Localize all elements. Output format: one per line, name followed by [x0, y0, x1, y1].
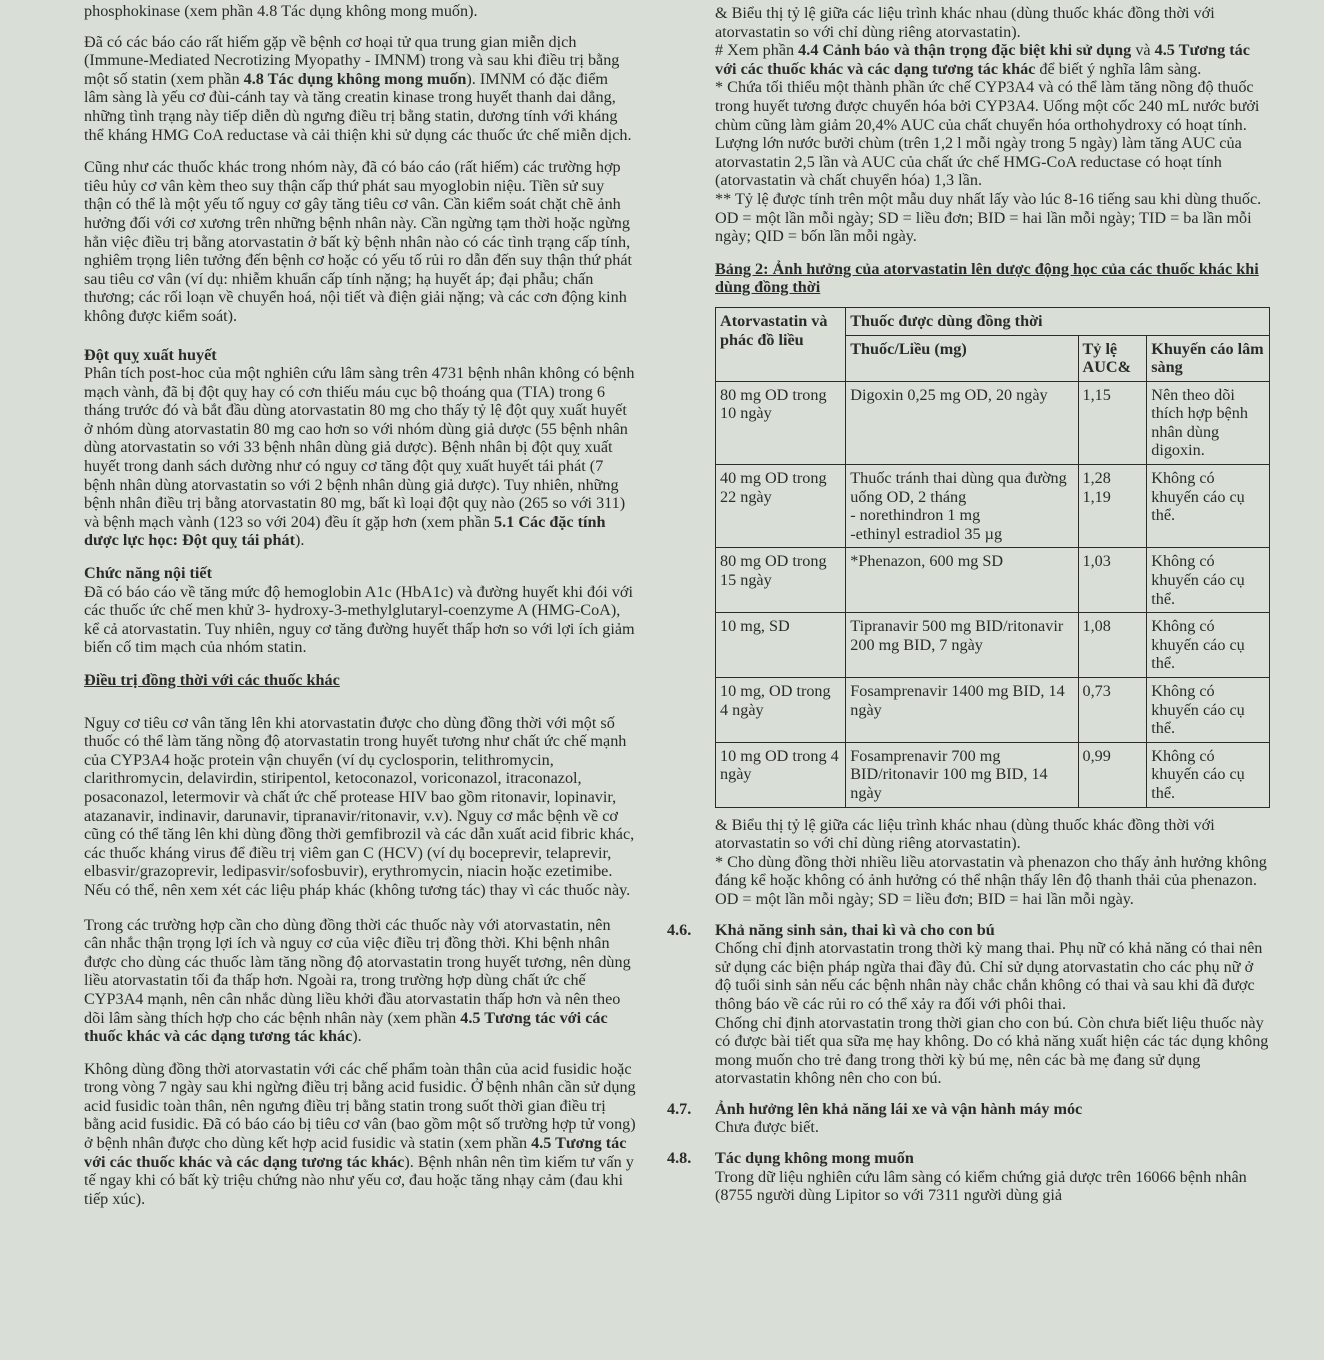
section-title: Tác dụng không mong muốn: [715, 1149, 914, 1168]
footnote-hash: # Xem phần 4.4 Cảnh báo và thận trọng đặc biệt khi sử dụng và 4.5 Tương tác với các thuốc khác và các dạng tương tác khác để biết ý nghĩa lâm sàng.: [715, 41, 1250, 78]
heading-hemorrhagic-stroke: Đột quỵ xuất huyết: [84, 345, 217, 364]
section-title: Ảnh hưởng lên khả năng lái xe và vận hành máy móc: [715, 1099, 1083, 1118]
cell-drug-dose: Fosamprenavir 1400 mg BID, 14 ngày: [846, 678, 1078, 743]
paragraph-concomitant-dose: Trong các trường hợp cần cho dùng đồng thời các thuốc này với atorvastatin, nên cân nhắc thận trọng lợi ích và nguy cơ của việc điều trị đồng thời. Khi bệnh nhân được cho dùng các thuốc làm tăng nồng độ atorvastatin trong huyết tương, nên dùng liều atorvastatin tối đa thấp hơn. Ngoài ra, trong trường hợp dùng chất ức chế CYP3A4 mạnh, nên cân nhắc dùng liều khởi đầu atorvastatin thấp hơn và nên theo dõi lâm sàng thích hợp cho các bệnh nhân này (xem phần 4.5 Tương tác với các thuốc khác và các dạng tương tác khác).: [84, 915, 631, 1046]
footnote-star: * Chứa tối thiểu một thành phần ức chế CYP3A4 và có thể làm tăng nồng độ thuốc trong huyết tương được chuyển hóa bởi CYP3A4. Uống một cốc 240 mL nước bưởi chùm cũng làm giảm 20,4% AUC của chất chuyển hóa orthohydroxy có hoạt tính. Lượng lớn nước bưởi chùm (trên 1,2 l mỗi ngày trong 5 ngày) làm tăng AUC của atorvastatin 2,5 lần và AUC của chất ức chế HMG-CoA reductase có hoạt tính (atorvastatin và chất chuyển hóa) 1,3 lần.: [715, 78, 1260, 190]
xref-4-5-a: 4.5 Tương tác với các thuốc khác và các dạng tương tác khác: [84, 1008, 608, 1046]
header-recommendation: Khuyến cáo lâm sàng: [1147, 335, 1270, 381]
cell-auc-ratio: 0,73: [1078, 678, 1147, 743]
section-paragraph: Chống chỉ định atorvastatin trong thời gian cho con bú. Còn chưa biết liệu thuốc này có được bài tiết qua sữa mẹ hay không. Do có khả năng xuất hiện các tác dụng không mong muốn cho trẻ đang trong thời kỳ bú mẹ, nên các bà mẹ đang sử dụng atorvastatin không nên cho con bú.: [715, 1013, 1269, 1088]
cell-drug-dose: Thuốc tránh thai dùng qua đường uống OD, 2 tháng - norethindron 1 mg -ethinyl estradiol 35 µg: [846, 465, 1078, 548]
cell-regimen: 80 mg OD trong 10 ngày: [716, 381, 846, 464]
cell-recommendation: Không có khuyến cáo cụ thể.: [1147, 613, 1270, 678]
paragraph-stroke: Phân tích post-hoc của một nghiên cứu lâm sàng trên 4731 bệnh nhân không có bệnh mạch vành, đã bị đột quỵ hay có cơn thiếu máu cục bộ thoáng qua (TIA) trong 6 tháng trước đó và bắt đầu dùng atorvastatin 80 mg cho thấy tỷ lệ đột quỵ xuất huyết ở nhóm dùng atorvastatin 80 mg cao hơn so với nhóm dùng giả dược (55 bệnh nhân dùng atorvastatin so với 33 bệnh nhân dùng giả dược). Bệnh nhân bị đột quỵ xuất huyết trong danh sách dường như có nguy cơ tăng đột quỵ xuất huyết tái phát (7 bệnh nhân dùng atorvastatin so với 2 bệnh nhân dùng giả dược). Tuy nhiên, những bệnh nhân điều trị bằng atorvastatin 80 mg, bất kì loại đột quỵ nào (265 so với 311) và bệnh mạch vành (123 so với 204) đều ít gặp hơn (xem phần 5.1 Các đặc tính dược lực học: Đột quỵ tái phát).: [84, 364, 635, 550]
heading-endocrine: Chức năng nội tiết: [84, 564, 212, 583]
section-paragraph: Trong dữ liệu nghiên cứu lâm sàng có kiểm chứng giả dược trên 16066 bệnh nhân (8755 người dùng Lipitor so với 7311 người dùng giả: [715, 1167, 1247, 1205]
footnote-abbreviations: OD = một lần mỗi ngày; SD = liều đơn; BID = hai lần mỗi ngày; TID = ba lần mỗi ngày; QID = bốn lần mỗi ngày.: [715, 208, 1252, 246]
cell-auc-ratio: 1,03: [1078, 548, 1147, 613]
section-4-7: [667, 1099, 1270, 1137]
paragraph-cpk: phosphokinase (xem phần 4.8 Tác dụng không mong muốn).: [84, 2, 478, 20]
section-4-8: [667, 1149, 1270, 1205]
table2-footnote-star: * Cho dùng đồng thời nhiều liều atorvastatin và phenazon cho thấy ảnh hưởng không đáng kể hoặc không có ảnh hưởng có thể nhận thấy lên độ thanh thải của phenazon.: [715, 852, 1267, 890]
cell-regimen: 40 mg OD trong 22 ngày: [716, 465, 846, 548]
table2-footnote-ampersand: & Biểu thị tỷ lệ giữa các liệu trình khác nhau (dùng thuốc khác đồng thời với atorvastatin so với chỉ dùng riêng atorvastatin).: [715, 815, 1215, 853]
table-row: [716, 381, 1270, 464]
section-paragraph: Chống chỉ định atorvastatin trong thời kỳ mang thai. Phụ nữ có khả năng có thai nên sử dụng các biện pháp ngừa thai đầy đủ. Chỉ sử dụng atorvastatin cho các phụ nữ ở độ tuổi sinh sản nếu các bệnh nhân này chắc chắn không có thai và sau khi đã được thông báo về các rủi ro có thể xảy ra đối với phôi thai.: [715, 939, 1263, 1013]
paragraph-fusidic: Không dùng đồng thời atorvastatin với các chế phẩm toàn thân của acid fusidic hoặc trong vòng 7 ngày sau khi ngừng điều trị bằng acid fusidic. Ở bệnh nhân cần sử dụng acid fusidic toàn thân, nên ngưng điều trị bằng statin trong suốt thời gian điều trị bằng acid fusidic. Đã có báo cáo bị tiêu cơ vân (bao gồm một số trường hợp tử vong) ở bệnh nhân được cho dùng kết hợp acid fusidic và statin (xem phần 4.5 Tương tác với các thuốc khác và các dạng tương tác khác). Bệnh nhân nên tìm kiếm tư vấn y tế ngay khi có bất kỳ triệu chứng nào như yếu cơ, đau hoặc tăng nhạy cảm (đau khi tiếp xúc).: [84, 1059, 636, 1208]
cell-auc-ratio: 1,15: [1078, 381, 1147, 464]
cell-auc-ratio: 1,08: [1078, 613, 1147, 678]
table2-footnotes: [715, 816, 1270, 909]
header-drug-dose: Thuốc/Liều (mg): [846, 335, 1078, 381]
footnote-double-star: ** Tỷ lệ được tính trên một mẫu duy nhất lấy vào lúc 8-16 tiếng sau khi dùng thuốc.: [715, 189, 1262, 208]
footnote-ampersand: & Biểu thị tỷ lệ giữa các liệu trình khác nhau (dùng thuốc khác đồng thời với atorvastatin so với chỉ dùng riêng atorvastatin).: [715, 4, 1215, 41]
table2-body: [716, 381, 1270, 807]
right-column: [667, 4, 1270, 1205]
cell-regimen: 10 mg OD trong 4 ngày: [716, 742, 846, 807]
cell-drug-dose: *Phenazon, 600 mg SD: [846, 548, 1078, 613]
cell-recommendation: Không có khuyến cáo cụ thể.: [1147, 465, 1270, 548]
table-row: [716, 465, 1270, 548]
table-row: [716, 678, 1270, 743]
heading-concomitant: Điều trị đồng thời với các thuốc khác: [84, 671, 340, 689]
cell-recommendation: Không có khuyến cáo cụ thể.: [1147, 742, 1270, 807]
table-row: [716, 742, 1270, 807]
xref-4-5-b: 4.5 Tương tác với các thuốc khác và các dạng tương tác khác: [84, 1134, 627, 1171]
cell-auc-ratio: 1,28 1,19: [1078, 465, 1147, 548]
header-coadministered: Thuốc được dùng đồng thời: [846, 307, 1270, 335]
cell-recommendation: Nên theo dõi thích hợp bệnh nhân dùng digoxin.: [1147, 381, 1270, 464]
header-auc-ratio: Tỷ lệ AUC&: [1078, 335, 1147, 381]
cell-drug-dose: Tipranavir 500 mg BID/ritonavir 200 mg BID, 7 ngày: [846, 613, 1078, 678]
paragraph-rhabdomyolysis: Cũng như các thuốc khác trong nhóm này, đã có báo cáo (rất hiếm) các trường hợp tiêu hủy cơ vân kèm theo suy thận cấp thứ phát sau myoglobin niệu. Tiền sử suy thận có thể là một yếu tố nguy cơ gây tăng tiêu cơ vân. Cần kiểm soát chặt chẽ ảnh hưởng đối với cơ xương trên những bệnh nhân này. Cần ngừng tạm thời hoặc ngừng hẳn việc điều trị bằng atorvastatin ở bất kỳ bệnh nhân nào có các tình trạng cấp tính, nghiêm trọng liên tưởng đến bệnh cơ hoặc có yếu tố rủi ro dẫn đến suy thận thứ phát sau tiêu cơ vân (ví dụ: nhiễm khuẩn cấp tính nặng; hạ huyết áp; đại phẫu; chấn thương; các rối loạn về chuyển hoá, nội tiết và điện giải nặng; và các cơn động kinh không được kiểm soát).: [84, 158, 633, 325]
section-paragraph: Chưa được biết.: [715, 1118, 819, 1137]
table2: [715, 307, 1270, 808]
cell-drug-dose: Fosamprenavir 700 mg BID/ritonavir 100 mg BID, 14 ngày: [846, 742, 1078, 807]
section-number: 4.7.: [667, 1099, 692, 1118]
cell-drug-dose: Digoxin 0,25 mg OD, 20 ngày: [846, 381, 1078, 464]
section-number: 4.6.: [667, 920, 692, 939]
table2-title: Bảng 2: Ảnh hưởng của atorvastatin lên dược động học của các thuốc khác khi dùng đồng thời: [715, 259, 1259, 297]
cell-regimen: 80 mg OD trong 15 ngày: [716, 548, 846, 613]
cell-recommendation: Không có khuyến cáo cụ thể.: [1147, 548, 1270, 613]
table1-footnotes: [715, 4, 1270, 246]
table-row: [716, 613, 1270, 678]
header-regimen: Atorvastatin và phác đồ liều: [716, 307, 846, 381]
section-title: Khả năng sinh sản, thai kì và cho con bú: [715, 920, 995, 939]
section-number: 4.8.: [667, 1149, 692, 1168]
table2-footnote-abbreviations: OD = một lần mỗi ngày; SD = liều đơn; BID = hai lần mỗi ngày.: [715, 889, 1134, 908]
paragraph-endocrine: Đã có báo cáo về tăng mức độ hemoglobin A1c (HbA1c) và đường huyết khi đói với các thuốc ức chế men khử 3- hydroxy-3-methylglutaryl-coenzyme A (HMG-CoA), kể cả atorvastatin. Tuy nhiên, nguy cơ tăng đường huyết thấp hơn so với lợi ích giảm biến cố tim mạch của nhóm statin.: [84, 582, 635, 657]
left-column: [84, 2, 636, 1222]
table-row: [716, 548, 1270, 613]
xref-4-8: 4.8 Tác dụng không mong muốn: [243, 69, 467, 88]
paragraph-imnm: Đã có các báo cáo rất hiếm gặp về bệnh cơ hoại tử qua trung gian miễn dịch (Immune-Mediated Necrotizing Myopathy - IMNM) trong và sau khi điều trị bằng một số statin (xem phần 4.8 Tác dụng không mong muốn). IMNM có đặc điểm lâm sàng là yếu cơ đùi-cánh tay và tăng creatin kinase trong huyết thanh dai dẳng, những tình trạng này tiếp diễn dù ngưng điều trị bằng statin, dương tính với kháng thể kháng HMG CoA reductase và cải thiện khi sử dụng các thuốc ức chế miễn dịch.: [84, 32, 632, 144]
paragraph-concomitant-risk: Nguy cơ tiêu cơ vân tăng lên khi atorvastatin được cho dùng đồng thời với một số thuốc có thể làm tăng nồng độ atorvastatin trong huyết tương như chất ức chế mạnh của CYP3A4 hoặc protein vận chuyển (ví dụ cyclosporin, telithromycin, clarithromycin, delavirdin, stiripentol, ketoconazol, voriconazol, itraconazol, posaconazol, letermovir và chất ức chế protease HIV bao gồm ritonavir, lopinavir, atazanavir, indinavir, darunavir, tipranavir/ritonavir, v.v). Nguy cơ mắc bệnh về cơ cũng có thể tăng lên khi dùng đồng thời gemfibrozil và các dẫn xuất acid fibric khác, các thuốc kháng virus để điều trị viêm gan C (HCV) (ví dụ boceprevir, telaprevir, elbasvir/grazoprevir, ledipasvir/sofosbuvir), erythromycin, niacin hoặc ezetimibe. Nếu có thể, nên xem xét các liệu pháp khác (không tương tác) thay vì các thuốc này.: [84, 713, 635, 899]
cell-regimen: 10 mg, OD trong 4 ngày: [716, 678, 846, 743]
section-4-6: [667, 920, 1270, 1088]
table-header-row: [716, 307, 1270, 335]
cell-auc-ratio: 0,99: [1078, 742, 1147, 807]
cell-regimen: 10 mg, SD: [716, 613, 846, 678]
cell-recommendation: Không có khuyến cáo cụ thể.: [1147, 678, 1270, 743]
xref-5-1: 5.1 Các đặc tính dược lực học: Đột quỵ tái phát: [84, 512, 606, 550]
